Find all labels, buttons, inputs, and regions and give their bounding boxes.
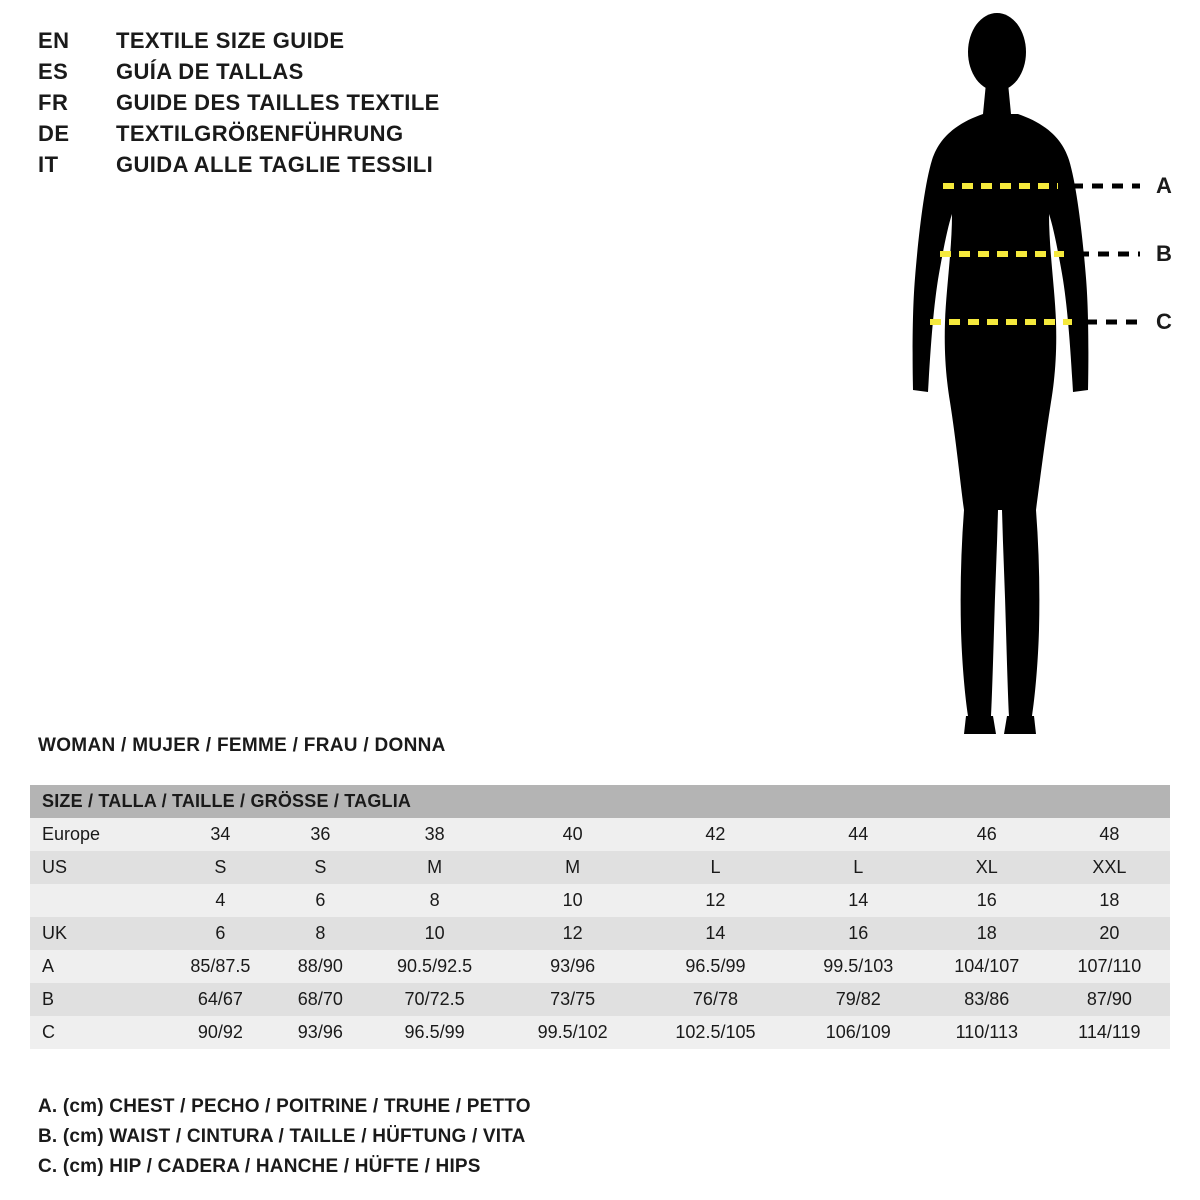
row-label: C — [42, 1022, 55, 1042]
language-title: GUÍA DE TALLAS — [116, 59, 304, 84]
table-cell: 46 — [976, 824, 997, 844]
table-cell: 42 — [705, 824, 726, 844]
table-cell: 87/90 — [1086, 989, 1132, 1009]
table-cell: 4 — [215, 890, 226, 910]
table-row — [30, 983, 1170, 1016]
marker-label-c: C — [1156, 309, 1172, 334]
row-label: A — [42, 956, 55, 976]
table-cell: 38 — [424, 824, 445, 844]
marker-label-b: B — [1156, 241, 1172, 266]
table-cell: 14 — [848, 890, 869, 910]
table-cell: 106/109 — [825, 1022, 891, 1042]
table-cell: 16 — [848, 923, 869, 943]
language-row-fr — [38, 90, 598, 121]
table-cell: 68/70 — [297, 989, 343, 1009]
female-body-figure — [860, 10, 1190, 750]
language-row-es — [38, 59, 598, 90]
marker-label-a: A — [1156, 173, 1172, 198]
table-cell: S — [314, 857, 327, 877]
table-cell: 8 — [429, 890, 440, 910]
row-label: US — [42, 857, 68, 877]
table-header-title: SIZE / TALLA / TAILLE / GRÖSSE / TAGLIA — [42, 791, 412, 811]
language-code: DE — [38, 121, 70, 146]
body-silhouette-icon — [860, 10, 1190, 750]
table-cell: 76/78 — [692, 989, 738, 1009]
language-row-de — [38, 121, 598, 152]
table-cell: 8 — [315, 923, 326, 943]
language-row-en — [38, 28, 598, 59]
table-cell: 85/87.5 — [190, 956, 251, 976]
table-cell: 96.5/99 — [404, 1022, 465, 1042]
table-cell: 12 — [705, 890, 726, 910]
table-cell: 90.5/92.5 — [397, 956, 473, 976]
table-row — [30, 818, 1170, 851]
table-cell: 96.5/99 — [685, 956, 746, 976]
table-cell: M — [427, 857, 443, 877]
table-cell: 110/113 — [955, 1022, 1018, 1042]
table-cell: 44 — [848, 824, 869, 844]
language-code: FR — [38, 90, 69, 115]
table-cell: 40 — [562, 824, 583, 844]
table-row — [30, 950, 1170, 983]
table-cell: 107/110 — [1077, 956, 1142, 976]
table-cell: 10 — [562, 890, 583, 910]
table-cell: 93/96 — [297, 1022, 343, 1042]
table-cell: 90/92 — [197, 1022, 243, 1042]
table-cell: 114/119 — [1078, 1022, 1141, 1042]
language-title-block — [38, 28, 598, 183]
language-title: GUIDE DES TAILLES TEXTILE — [116, 90, 440, 115]
legend-line-b: B. (cm) WAIST / CINTURA / TAILLE / HÜFTUNG / VITA — [38, 1126, 526, 1147]
table-cell: 6 — [315, 890, 326, 910]
table-cell: 14 — [705, 923, 726, 943]
table-row — [30, 884, 1170, 917]
size-table — [30, 785, 1170, 1049]
table-cell: 102.5/105 — [675, 1022, 756, 1042]
legend-line-c: C. (cm) HIP / CADERA / HANCHE / HÜFTE / HIPS — [38, 1156, 481, 1177]
table-cell: 16 — [976, 890, 997, 910]
language-code: EN — [38, 28, 70, 53]
language-code: ES — [38, 59, 69, 84]
table-cell: 99.5/103 — [823, 956, 894, 976]
table-cell: 18 — [1099, 890, 1120, 910]
table-header-row — [30, 785, 1170, 818]
table-cell: 34 — [210, 824, 231, 844]
table-cell: L — [710, 857, 721, 877]
language-code: IT — [38, 152, 59, 177]
table-cell: 93/96 — [550, 956, 596, 976]
table-cell: 48 — [1099, 824, 1120, 844]
table-cell: 83/86 — [964, 989, 1010, 1009]
row-label — [30, 884, 163, 917]
table-cell: 70/72.5 — [404, 989, 465, 1009]
table-row — [30, 917, 1170, 950]
table-cell: 104/107 — [954, 956, 1020, 976]
table-cell: 36 — [310, 824, 331, 844]
table-cell: L — [853, 857, 864, 877]
table-cell: 99.5/102 — [537, 1022, 608, 1042]
measurement-legend — [38, 1092, 738, 1182]
table-row — [30, 851, 1170, 884]
table-cell: M — [565, 857, 581, 877]
table-cell: 73/75 — [550, 989, 596, 1009]
table-cell: XXL — [1092, 857, 1127, 877]
table-cell: S — [214, 857, 227, 877]
table-cell: 12 — [562, 923, 583, 943]
table-cell: 6 — [215, 923, 226, 943]
table-cell: 20 — [1099, 923, 1120, 943]
language-row-it — [38, 152, 598, 183]
language-title: TEXTILE SIZE GUIDE — [116, 28, 345, 53]
table-row — [30, 1016, 1170, 1049]
row-label: Europe — [42, 824, 101, 844]
language-title: GUIDA ALLE TAGLIE TESSILI — [116, 152, 434, 177]
row-label: B — [42, 989, 55, 1009]
table-cell: XL — [975, 857, 998, 877]
section-caption: WOMAN / MUJER / FEMME / FRAU / DONNA — [38, 735, 446, 756]
language-title: TEXTILGRÖßENFÜHRUNG — [116, 121, 404, 146]
table-cell: 10 — [424, 923, 445, 943]
row-label: UK — [42, 923, 68, 943]
table-cell: 64/67 — [197, 989, 243, 1009]
table-cell: 88/90 — [297, 956, 343, 976]
table-cell: 79/82 — [835, 989, 881, 1009]
legend-line-a: A. (cm) CHEST / PECHO / POITRINE / TRUHE / PETTO — [38, 1096, 531, 1117]
table-cell: 18 — [976, 923, 997, 943]
